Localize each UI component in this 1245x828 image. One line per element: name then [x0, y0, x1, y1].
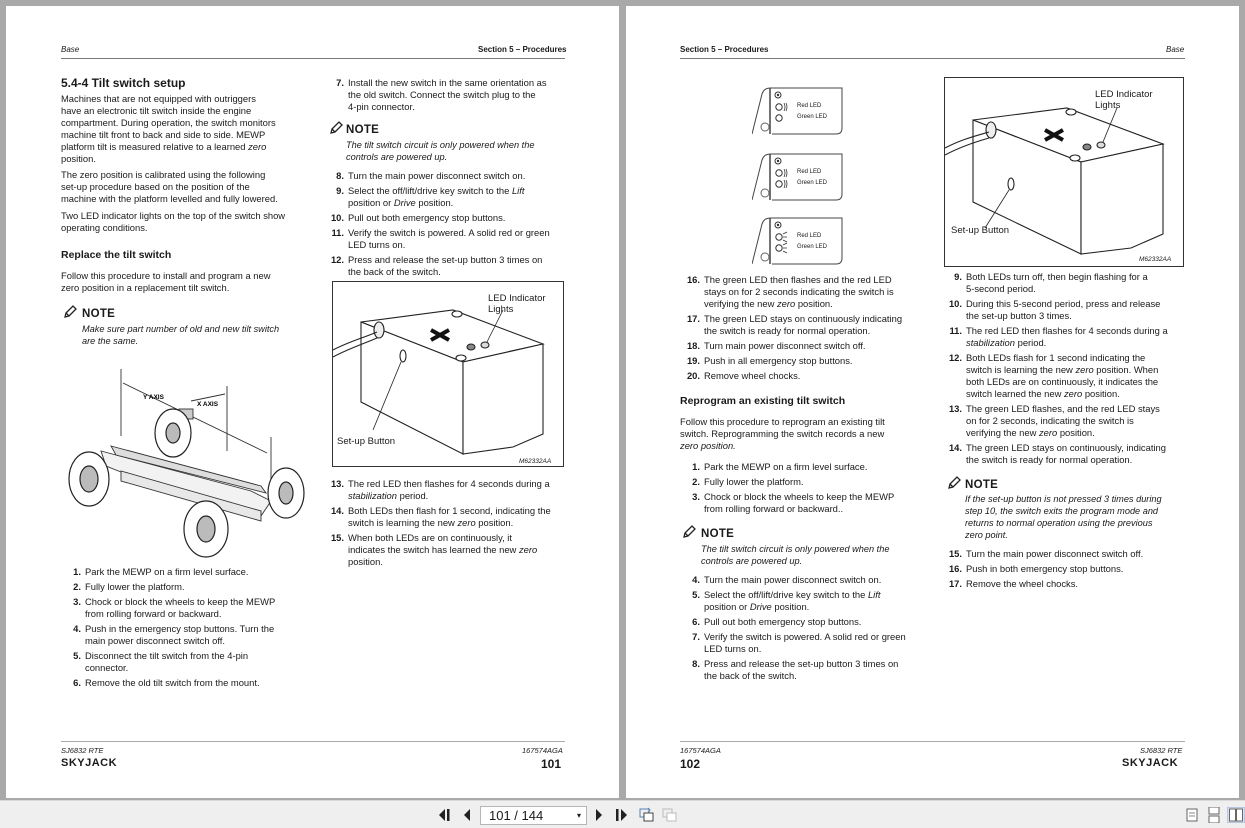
footer-model: SJ6832 RTE	[61, 746, 104, 755]
step-text: Park the MEWP on a firm level surface.	[704, 461, 868, 472]
skyjack-logo: SKYJACK	[1122, 757, 1179, 769]
step-number: 4.	[692, 574, 700, 585]
step-text: The green LED then flashes and the red LED stays on for 2 seconds indicating the switch is verifying the new zero position.	[704, 274, 894, 309]
setup-button-label: Set-up Button	[337, 436, 396, 447]
list-item	[942, 352, 1192, 400]
list-item	[942, 442, 1192, 466]
step-text: The green LED stays on continuously, indicating the switch is ready for normal operation.	[966, 442, 1166, 465]
facing-pages-icon	[1229, 808, 1243, 822]
step-number: 5.	[692, 589, 700, 600]
figure-code: M62332AA	[519, 458, 552, 465]
step-text: Press and release the set-up button 3 times on the back of the switch.	[704, 658, 899, 681]
list-item	[324, 170, 574, 182]
step-number: 1.	[692, 461, 700, 472]
page-number: 101	[541, 757, 562, 771]
header-right: Section 5 – Procedures	[478, 45, 567, 54]
step-text: Install the new switch in the same orientation as the old switch. Connect the switch plug to the 4-pin connector.	[348, 77, 547, 112]
step-number: 20.	[686, 370, 700, 381]
single-page-icon	[1186, 808, 1198, 822]
step-number: 8.	[692, 658, 700, 669]
list-item	[680, 491, 930, 515]
header-right: Base	[1166, 45, 1185, 54]
header-rule	[680, 58, 1185, 59]
chassis-axis-diagram	[61, 361, 311, 561]
figure-code: M62332AA	[1139, 256, 1172, 263]
list-item	[942, 271, 1192, 295]
step-text: Turn the main power disconnect switch off.	[966, 548, 1144, 559]
green-led-label: Green LED	[797, 244, 828, 250]
subheading-replace: Replace the tilt switch	[61, 249, 172, 261]
y-axis-label: Y AXIS	[143, 394, 164, 401]
list-item	[942, 403, 1192, 439]
intro-paragraph-3: Two LED indicator lights on the top of the switch show operating conditions.	[61, 210, 286, 233]
red-led-label: Red LED	[797, 103, 822, 109]
step-number: 1.	[73, 566, 81, 577]
previous-view-icon	[639, 807, 655, 823]
step-text: Turn the main power disconnect switch on.	[704, 574, 882, 585]
step-number: 18.	[686, 340, 700, 351]
step-text: Turn the main power disconnect switch on.	[348, 170, 526, 181]
list-item	[942, 298, 1192, 322]
led-panel	[752, 150, 844, 202]
list-item	[61, 566, 311, 578]
green-led-label: Green LED	[797, 114, 828, 120]
section-title: 5.4-4 Tilt switch setup	[61, 76, 186, 90]
step-text: Remove the wheel chocks.	[966, 578, 1079, 589]
intro-paragraph-2: The zero position is calibrated using the following set-up procedure based on the position of the machine with the platform levelled and fully lowered.	[61, 169, 278, 204]
step-text: The green LED flashes, and the red LED stays on for 2 seconds, indicating the switch is verifying the new zero position.	[966, 403, 1160, 438]
list-item	[324, 505, 574, 529]
note-title: NOTE	[82, 308, 116, 320]
step-number: 14.	[948, 442, 962, 453]
next-page-icon	[594, 809, 604, 821]
tilt-switch-figure	[944, 77, 1184, 267]
pencil-icon	[681, 524, 697, 540]
step-number: 15.	[948, 548, 962, 559]
step-text: Both LEDs flash for 1 second indicating the switch is learning the new zero position. When both LEDs are on continuously, it indicates the switch learned the new zero position.	[966, 352, 1159, 399]
step-text: Push in all emergency stop buttons.	[704, 355, 853, 366]
note-body: The tilt switch circuit is only powered when the controls are powered up.	[701, 544, 890, 566]
pencil-icon	[946, 475, 962, 491]
header-left: Base	[61, 45, 80, 54]
x-axis-label: X AXIS	[197, 401, 219, 408]
step-text: Fully lower the platform.	[85, 581, 185, 592]
continuous-view-button[interactable]	[1206, 807, 1222, 823]
step-text: Push in the emergency stop buttons. Turn the main power disconnect switch off.	[85, 623, 275, 646]
step-number: 8.	[336, 170, 344, 181]
step-number: 6.	[73, 677, 81, 688]
single-page-view-button[interactable]	[1184, 807, 1200, 823]
step-number: 3.	[692, 491, 700, 502]
page-102	[626, 6, 1239, 798]
step-number: 10.	[948, 298, 962, 309]
list-item	[680, 274, 930, 310]
list-item	[680, 658, 930, 682]
note-body: If the set-up button is not pressed 3 times during step 10, the switch exits the program mode and returns to normal operation using the previous zero point.	[965, 494, 1162, 540]
list-item	[680, 313, 930, 337]
step-number: 11.	[949, 325, 962, 336]
step-number: 7.	[692, 631, 700, 642]
page-number-dropdown[interactable]	[480, 806, 587, 825]
previous-page-icon	[462, 809, 472, 821]
pencil-icon	[328, 120, 344, 136]
list-item	[61, 677, 311, 689]
list-item	[942, 578, 1192, 590]
pencil-icon	[62, 304, 78, 320]
setup-button-label: Set-up Button	[951, 225, 1010, 236]
list-item	[680, 631, 930, 655]
step-text: Pull out both emergency stop buttons.	[348, 212, 506, 223]
list-item	[324, 478, 574, 502]
footer-rule	[680, 741, 1185, 742]
list-item	[680, 574, 930, 586]
navigation-toolbar	[0, 800, 1245, 828]
step-text: Both LEDs turn off, then begin flashing for a 5-second period.	[966, 271, 1148, 294]
note-title: NOTE	[701, 528, 735, 540]
reprogram-intro: Follow this procedure to reprogram an existing tilt switch. Reprogramming the switch records a new zero position.	[680, 416, 885, 451]
facing-pages-view-button[interactable]	[1227, 807, 1245, 823]
step-number: 12.	[330, 254, 344, 265]
step-text: Turn main power disconnect switch off.	[704, 340, 866, 351]
note-body: Make sure part number of old and new tilt switch are the same.	[82, 324, 280, 346]
step-number: 5.	[73, 650, 81, 661]
step-number: 14.	[330, 505, 344, 516]
led-panel	[752, 84, 844, 136]
step-text: Push in both emergency stop buttons.	[966, 563, 1124, 574]
note-title: NOTE	[965, 479, 999, 491]
first-page-icon	[438, 809, 452, 821]
chevron-down-icon: ▾	[576, 811, 581, 820]
list-item	[680, 340, 930, 352]
step-text: Pull out both emergency stop buttons.	[704, 616, 862, 627]
last-page-button[interactable]	[613, 807, 629, 823]
list-item	[324, 212, 574, 224]
step-text: Select the off/lift/drive key switch to the Lift position or Drive position.	[348, 185, 525, 208]
step-number: 16.	[686, 274, 700, 285]
continuous-page-icon	[1208, 807, 1220, 823]
previous-page-button[interactable]	[459, 807, 475, 823]
step-text: During this 5-second period, press and release the set-up button 3 times.	[966, 298, 1161, 321]
list-item	[61, 623, 311, 647]
step-text: The red LED then flashes for 4 seconds during a stabilization period.	[348, 478, 550, 501]
footer-doc-number: 167574AGA	[680, 746, 721, 755]
step-text: Disconnect the tilt switch from the 4-pin connector.	[85, 650, 249, 673]
step-text: Park the MEWP on a firm level surface.	[85, 566, 249, 577]
list-item	[324, 532, 574, 568]
go-forward-view-button[interactable]	[662, 807, 678, 823]
led-indicator-label: LED Indicator Lights	[488, 293, 546, 315]
subheading-reprogram: Reprogram an existing tilt switch	[680, 395, 846, 407]
step-text: Chock or block the wheels to keep the MEWP from rolling forward or backward.	[85, 596, 276, 619]
note-body: The tilt switch circuit is only powered when the controls are powered up.	[346, 140, 535, 162]
list-item	[680, 616, 930, 628]
step-number: 15.	[330, 532, 344, 543]
intro-paragraph-1: Machines that are not equipped with outriggers have an electronic tilt switch inside the engine compartment. During operation, the switch monitors machine tilt front to back and side to side. MEWP platform tilt is measured relative to a learned zero position.	[61, 93, 276, 164]
step-text: Select the off/lift/drive key switch to the Lift position or Drive position.	[704, 589, 881, 612]
list-item	[680, 589, 930, 613]
list-item	[324, 254, 574, 278]
skyjack-logo: SKYJACK	[61, 757, 118, 769]
step-text: Verify the switch is powered. A solid red or green LED turns on.	[704, 631, 906, 654]
list-item	[942, 563, 1192, 575]
step-text: Remove the old tilt switch from the mount.	[85, 677, 260, 688]
step-number: 19.	[686, 355, 700, 366]
page-number-value: 101 / 144	[489, 808, 544, 823]
header-rule	[61, 58, 565, 59]
step-number: 13.	[330, 478, 344, 489]
step-text: Chock or block the wheels to keep the MEWP from rolling forward or backward..	[704, 491, 895, 514]
step-text: Press and release the set-up button 3 times on the back of the switch.	[348, 254, 543, 277]
step-text: The red LED then flashes for 4 seconds during a stabilization period.	[966, 325, 1168, 348]
next-page-button[interactable]	[591, 807, 607, 823]
list-item	[61, 650, 311, 674]
note-title: NOTE	[346, 124, 380, 136]
last-page-icon	[614, 809, 628, 821]
step-number: 16.	[948, 563, 962, 574]
step-number: 12.	[948, 352, 962, 363]
list-item	[61, 596, 311, 620]
step-text: Remove wheel chocks.	[704, 370, 801, 381]
next-view-icon	[662, 807, 678, 823]
step-number: 2.	[692, 476, 700, 487]
step-number: 11.	[331, 227, 344, 238]
step-number: 6.	[692, 616, 700, 627]
led-panel	[752, 214, 844, 266]
page-number: 102	[680, 757, 701, 771]
header-left: Section 5 – Procedures	[680, 45, 769, 54]
step-number: 17.	[948, 578, 962, 589]
list-item	[680, 355, 930, 367]
step-number: 13.	[948, 403, 962, 414]
red-led-label: Red LED	[797, 169, 822, 175]
list-item	[942, 548, 1192, 560]
list-item	[324, 185, 574, 209]
green-led-label: Green LED	[797, 180, 828, 186]
red-led-label: Red LED	[797, 233, 822, 239]
list-item	[61, 581, 311, 593]
step-text: When both LEDs are on continuously, it indicates the switch has learned the new zero position.	[348, 532, 538, 567]
step-number: 3.	[73, 596, 81, 607]
footer-doc-number: 167574AGA	[522, 746, 563, 755]
step-number: 10.	[330, 212, 344, 223]
footer-rule	[61, 741, 565, 742]
list-item	[680, 476, 930, 488]
tilt-switch-figure	[332, 281, 564, 467]
step-number: 7.	[336, 77, 344, 88]
step-number: 17.	[686, 313, 700, 324]
list-item	[680, 461, 930, 473]
go-back-view-button[interactable]	[639, 807, 655, 823]
list-item	[680, 370, 930, 382]
step-number: 2.	[73, 581, 81, 592]
list-item	[942, 325, 1192, 349]
page-101	[6, 6, 619, 798]
step-text: The green LED stays on continuously indicating the switch is ready for normal operation.	[704, 313, 903, 336]
step-number: 9.	[336, 185, 344, 196]
led-indicator-label: LED Indicator Lights	[1095, 89, 1153, 111]
step-text: Both LEDs then flash for 1 second, indicating the switch is learning the new zero position.	[348, 505, 551, 528]
list-item	[324, 77, 574, 113]
first-page-button[interactable]	[437, 807, 453, 823]
step-number: 9.	[954, 271, 962, 282]
step-text: Fully lower the platform.	[704, 476, 804, 487]
step-text: Verify the switch is powered. A solid red or green LED turns on.	[348, 227, 550, 250]
footer-model: SJ6832 RTE	[1140, 746, 1183, 755]
list-item	[324, 227, 574, 251]
replace-intro: Follow this procedure to install and program a new zero position in a replacement tilt switch.	[61, 270, 271, 293]
step-number: 4.	[73, 623, 81, 634]
